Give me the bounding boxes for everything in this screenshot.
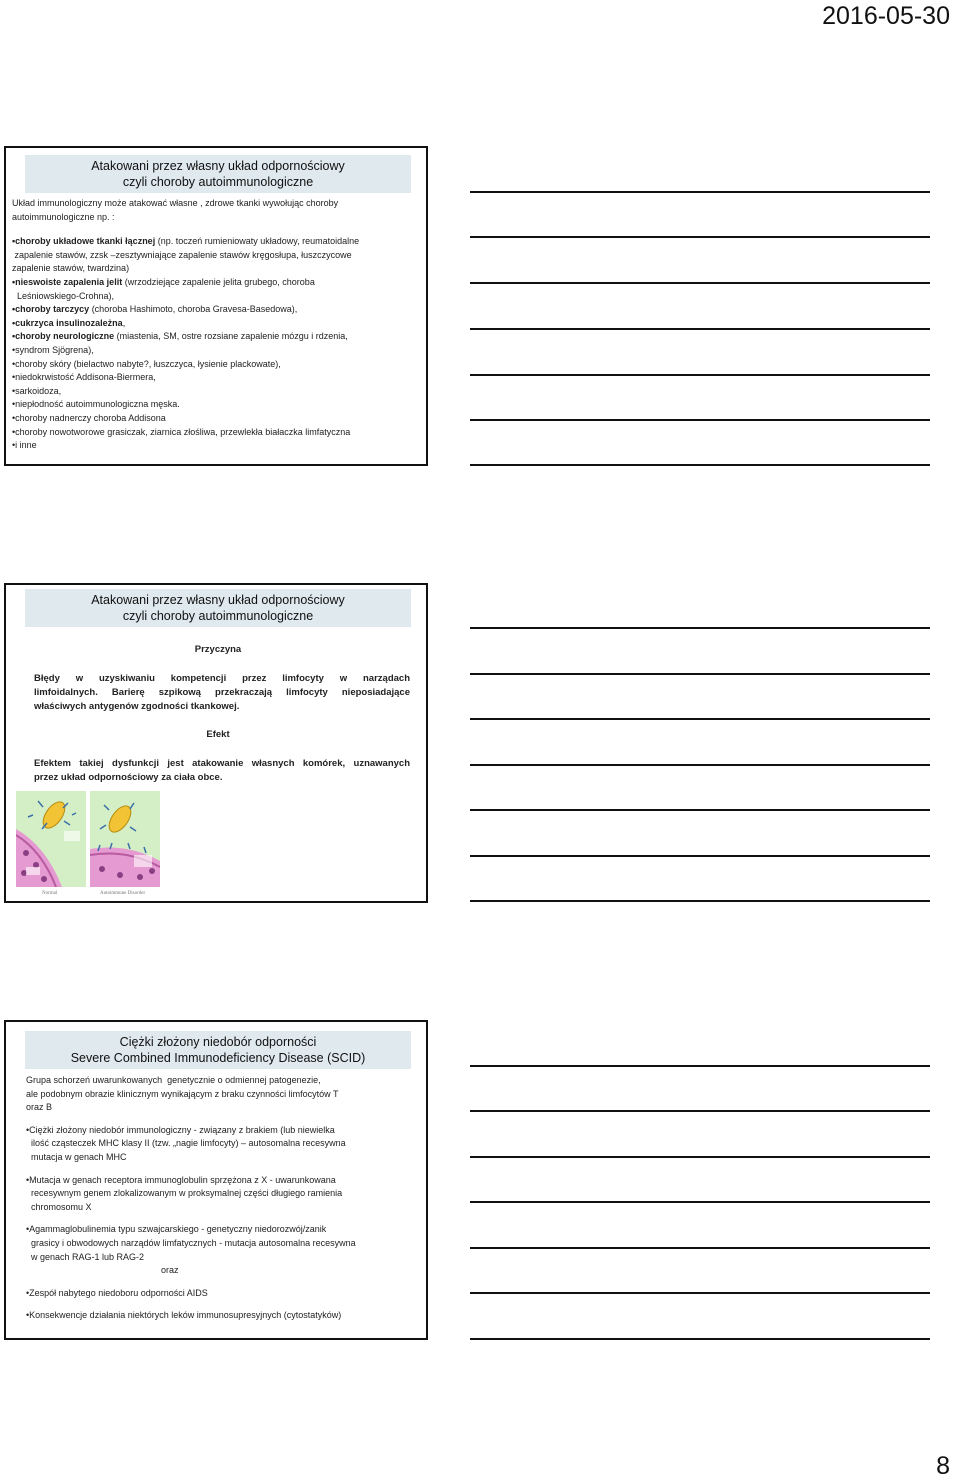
scid-text-line: Grupa schorzeń uwarunkowanych genetycznie o odmiennej patogenezie, <box>26 1075 321 1085</box>
scid-text-line: chromosomu X <box>26 1201 92 1212</box>
page-date: 2016-05-30 <box>822 2 950 30</box>
scid-text-line: •Ciężki złożony niedobór immunologiczny - związany z brakiem (lub niewielka <box>26 1124 335 1135</box>
disease-list-item <box>12 344 359 358</box>
scid-text-line: oraz B <box>26 1102 53 1113</box>
scid-text-line: mutacja w genach MHC <box>26 1151 127 1162</box>
normal-immunity-illustration <box>16 791 86 887</box>
disease-detail: (np. toczeń rumieniowaty układowy, reumatoidalne <box>155 236 360 247</box>
scid-text-line: •Konsekwencje działania niektórych leków immunosupresyjnych (cytostatyków) <box>26 1310 342 1321</box>
slide-autoimmune-list <box>4 146 428 466</box>
disease-detail: •i inne <box>12 440 37 451</box>
scid-text-line: oraz <box>26 1265 179 1276</box>
slide-title-line1: Ciężki złożony niedobór odporności <box>119 1035 317 1049</box>
disease-list <box>12 235 359 453</box>
disease-detail: •syndrom Sjögrena), <box>12 344 94 355</box>
scid-text-line: •Agammaglobulinemia typu szwajcarskiego - genetyczny niedorozwój/zanik <box>26 1224 327 1235</box>
cause-paragraph <box>34 672 410 714</box>
disease-list-item <box>12 412 359 426</box>
intro-line: Układ immunologiczny może atakować własne , zdrowe tkanki wywołując choroby <box>12 198 339 208</box>
slide-cause-effect <box>4 583 428 903</box>
disease-detail: (miastenia, SM, ostre rozsiane zapalenie mózgu i rdzenia, <box>114 331 348 342</box>
disease-detail: •sarkoidoza, <box>12 385 62 396</box>
slide-title-line2: czyli choroby autoimmunologiczne <box>122 175 314 189</box>
scid-text-line: ilość cząsteczek MHC klasy II (tzw. „nagie limfocyty) – autosomalna recesywna <box>26 1138 346 1149</box>
slide-title <box>25 1031 411 1069</box>
disease-list-item <box>12 235 359 249</box>
autoimmune-illustration <box>90 791 160 887</box>
disease-list-item <box>12 398 359 412</box>
caption-normal: Normal <box>42 891 58 896</box>
disease-group-label: •cukrzyca insulinozależna <box>12 317 123 328</box>
disease-detail: (wrzodziejące zapalenie jelita grubego, choroba <box>122 276 315 287</box>
disease-group-label: •choroby neurologiczne <box>12 331 115 342</box>
slide-title <box>25 155 411 193</box>
slide-scid <box>4 1020 428 1340</box>
disease-list-item <box>12 249 359 263</box>
disease-detail: •niepłodność autoimmunologiczna męska. <box>12 399 180 410</box>
slide-title-line1: Atakowani przez własny układ odpornościowy <box>91 159 345 173</box>
disease-list-item <box>12 303 359 317</box>
disease-group-label: •choroby układowe tkanki łącznej <box>12 236 156 247</box>
slide-title-line2: czyli choroby autoimmunologiczne <box>122 609 314 623</box>
disease-list-item <box>12 439 359 453</box>
scid-text-line: ale podobnym obrazie klinicznym wynikającym z braku czynności limfocytów T <box>26 1088 339 1099</box>
effect-line: Efektem takiej dysfunkcji jest atakowanie własnych komórek, uznawanych <box>34 758 410 769</box>
cause-line: Błędy w uzyskiwaniu kompetencji przez limfocyty w narządach <box>34 673 410 684</box>
disease-list-item <box>12 330 359 344</box>
effect-line: przez układ odpornościowy za ciała obce. <box>34 772 223 783</box>
disease-list-item <box>12 426 359 440</box>
slide-body <box>26 1074 356 1323</box>
scid-text-line: recesywnym genem zlokalizowanym w proksymalnej części długiego ramienia <box>26 1188 343 1199</box>
disease-detail: zapalenie stawów, zzsk –zesztywniające zapalenie stawów kręgosłupa, łuszczycowe <box>12 249 352 260</box>
disease-detail: (choroba Hashimoto, choroba Gravesa-Basedowa), <box>89 304 298 315</box>
disease-detail: Leśniowskiego-Crohna), <box>12 290 115 301</box>
slide-title <box>25 589 411 627</box>
page-number: 8 <box>936 1452 950 1480</box>
disease-list-item <box>12 276 359 290</box>
disease-list-item <box>12 317 359 331</box>
disease-detail: •choroby nowotworowe grasiczak, ziarnica złośliwa, przewlekła białaczka limfatyczna <box>12 426 351 437</box>
disease-detail: •niedokrwistość Addisona-Biermera, <box>12 372 156 383</box>
disease-group-label: •choroby tarczycy <box>12 304 90 315</box>
slide-title-line1: Atakowani przez własny układ odpornościowy <box>91 593 345 607</box>
intro-line: autoimmunologiczne np. : <box>12 211 115 222</box>
disease-detail: •choroby nadnerczy choroba Addisona <box>12 412 166 423</box>
cause-line: właściwych antygenów zgodności tkankowej. <box>34 701 240 712</box>
disease-detail: , <box>122 317 126 328</box>
disease-detail: •choroby skóry (bielactwo nabyte?, łuszczyca, łysienie plackowate), <box>12 358 281 369</box>
slide-title-line2: Severe Combined Immunodeficiency Disease (SCID) <box>70 1051 366 1065</box>
cause-heading: Przyczyna <box>194 644 242 655</box>
disease-list-item <box>12 358 359 372</box>
disease-detail: zapalenie stawów, twardzina) <box>12 263 130 274</box>
scid-text-line: w genach RAG-1 lub RAG-2 <box>26 1251 145 1262</box>
scid-text-line: grasicy i obwodowych narządów limfatycznych - mutacja autosomalna recesywna <box>26 1237 356 1248</box>
caption-autoimmune: Autoimmune Disorder <box>100 891 146 896</box>
disease-list-item <box>12 385 359 399</box>
disease-list-item <box>12 262 359 276</box>
effect-paragraph <box>34 757 410 785</box>
scid-text-line: •Zespół nabytego niedoboru odporności AIDS <box>26 1287 208 1298</box>
disease-list-item <box>12 290 359 304</box>
cause-line: limfoidalnych. Barierę szpikową przekraczają limfocyty nieposiadające <box>34 687 410 698</box>
scid-text-line: •Mutacja w genach receptora immunoglobulin sprzężona z X - uwarunkowana <box>26 1174 336 1185</box>
disease-group-label: •nieswoiste zapalenia jelit <box>12 276 123 287</box>
effect-heading: Efekt <box>206 729 230 740</box>
disease-list-item <box>12 371 359 385</box>
slide-body <box>12 197 359 453</box>
